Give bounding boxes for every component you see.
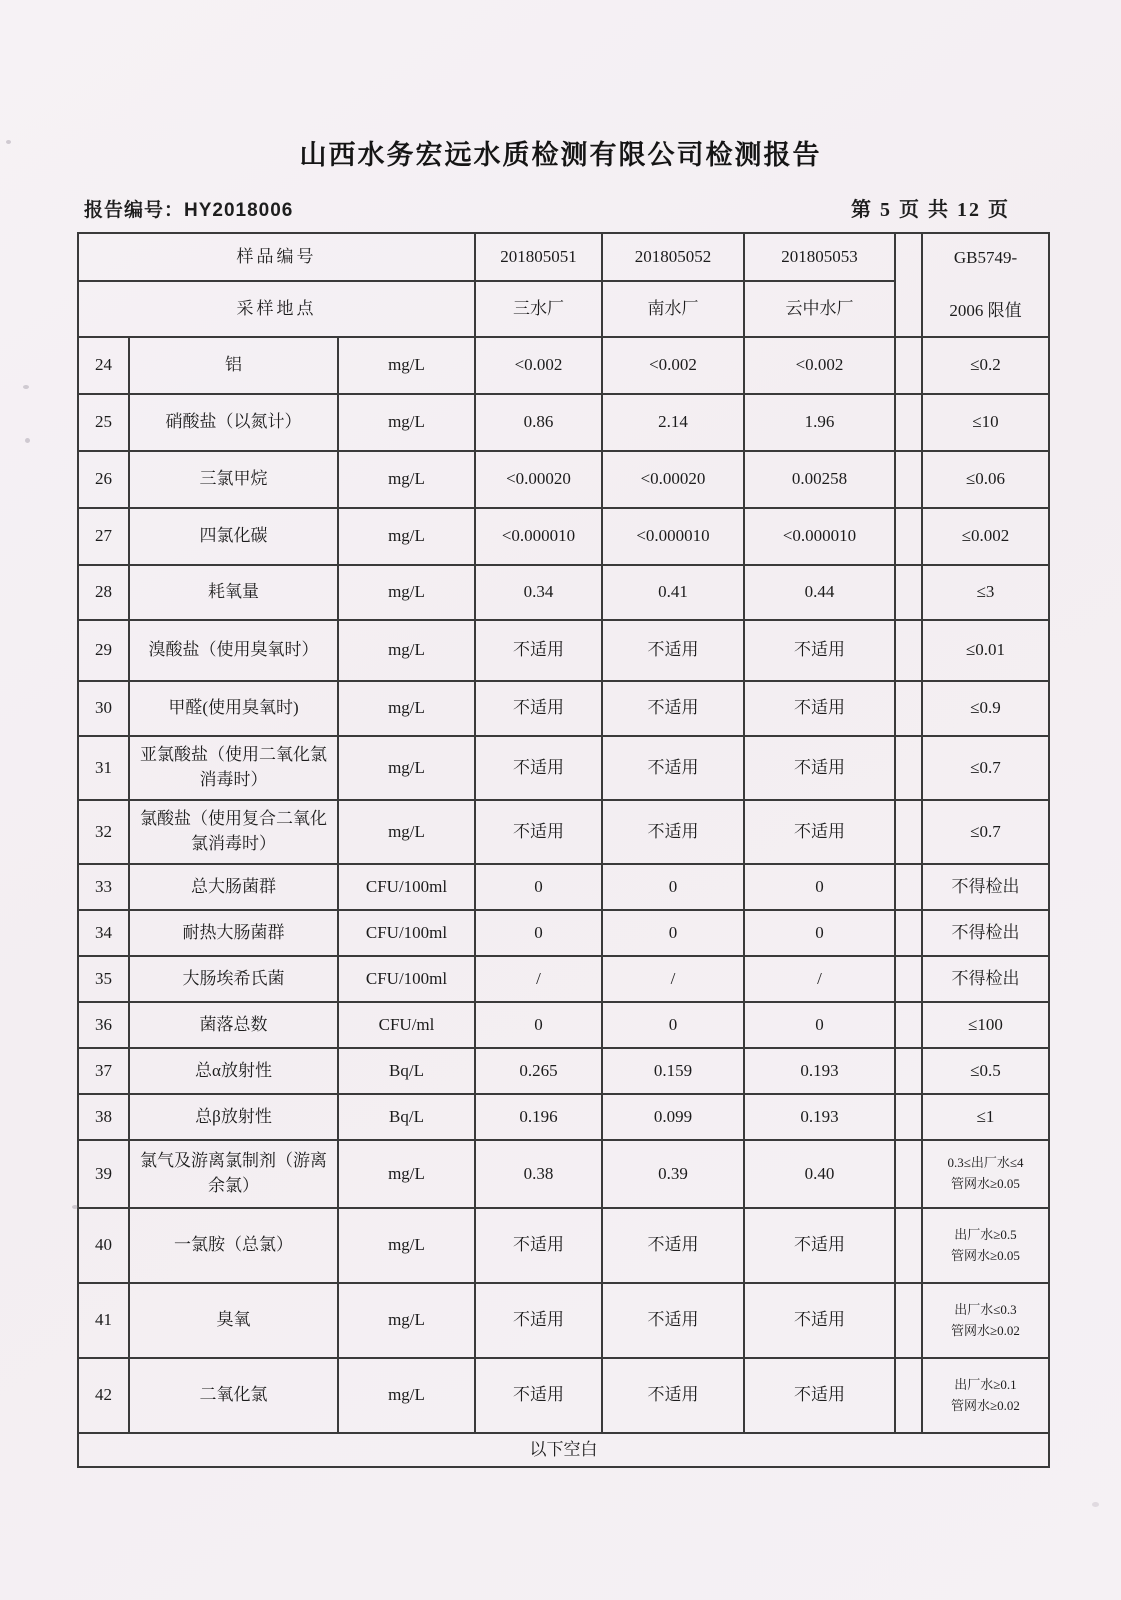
spacer-column (895, 1140, 922, 1208)
param-name: 硝酸盐（以氮计） (129, 394, 338, 451)
param-name: 铝 (129, 337, 338, 394)
row-number: 39 (78, 1140, 129, 1208)
page-indicator: 第 5 页 共 12 页 (851, 199, 1010, 221)
sample3-value: <0.002 (744, 337, 895, 394)
param-unit: CFU/100ml (338, 910, 475, 956)
spacer-column (895, 337, 922, 394)
results-table (77, 232, 1050, 1468)
scan-speck (23, 385, 29, 389)
table-row (78, 394, 1049, 451)
sample3-value: 0.40 (744, 1140, 895, 1208)
table-row (78, 565, 1049, 620)
sample1-value: 0.86 (475, 394, 602, 451)
sample1-value: 0 (475, 864, 602, 910)
header-row-sample-id (78, 233, 1049, 281)
row-number: 25 (78, 394, 129, 451)
row-number: 33 (78, 864, 129, 910)
sample3-value: 1.96 (744, 394, 895, 451)
param-name: 耗氧量 (129, 565, 338, 620)
sample3-value: 不适用 (744, 800, 895, 864)
sample1-value: 不适用 (475, 1283, 602, 1358)
param-name: 亚氯酸盐（使用二氧化氯消毒时） (129, 736, 338, 800)
spacer-column (895, 565, 922, 620)
limit-value: 出厂水≤0.3 管网水≥0.02 (922, 1283, 1049, 1358)
sample-id-1: 201805051 (475, 233, 602, 281)
param-unit: mg/L (338, 508, 475, 565)
footer-row (78, 1433, 1049, 1467)
limit-value: ≤0.06 (922, 451, 1049, 508)
location-3: 云中水厂 (744, 281, 895, 337)
param-unit: mg/L (338, 1208, 475, 1283)
limit-value: ≤3 (922, 565, 1049, 620)
sample-id-3: 201805053 (744, 233, 895, 281)
param-name: 四氯化碳 (129, 508, 338, 565)
sample3-value: 不适用 (744, 620, 895, 681)
sample1-value: / (475, 956, 602, 1002)
table-row (78, 681, 1049, 736)
table-row (78, 864, 1049, 910)
param-name: 溴酸盐（使用臭氧时） (129, 620, 338, 681)
row-number: 40 (78, 1208, 129, 1283)
sample2-value: 不适用 (602, 1358, 744, 1433)
row-number: 29 (78, 620, 129, 681)
sample1-value: 不适用 (475, 681, 602, 736)
table-row (78, 1208, 1049, 1283)
sample3-value: 不适用 (744, 1283, 895, 1358)
limit-value: ≤0.9 (922, 681, 1049, 736)
sample1-value: 0.38 (475, 1140, 602, 1208)
sample-id-label: 样品编号 (78, 233, 475, 281)
sample3-value: 0 (744, 1002, 895, 1048)
spacer-column (895, 1002, 922, 1048)
spacer-column (895, 864, 922, 910)
sample2-value: 不适用 (602, 620, 744, 681)
param-name: 总大肠菌群 (129, 864, 338, 910)
limit-header-line2: 2006 限值 (949, 301, 1022, 320)
row-number: 38 (78, 1094, 129, 1140)
table-row (78, 910, 1049, 956)
limit-value: ≤0.5 (922, 1048, 1049, 1094)
sample1-value: 0 (475, 910, 602, 956)
location-1: 三水厂 (475, 281, 602, 337)
sample1-value: 不适用 (475, 1208, 602, 1283)
param-unit: mg/L (338, 337, 475, 394)
limit-value: ≤1 (922, 1094, 1049, 1140)
param-name: 甲醛(使用臭氧时) (129, 681, 338, 736)
sample3-value: 0 (744, 910, 895, 956)
spacer-column (895, 451, 922, 508)
sample3-value: 0 (744, 864, 895, 910)
sample2-value: <0.002 (602, 337, 744, 394)
param-unit: CFU/100ml (338, 956, 475, 1002)
sample1-value: 0.34 (475, 565, 602, 620)
spacer-column (895, 1094, 922, 1140)
limit-value: 不得检出 (922, 910, 1049, 956)
location-2: 南水厂 (602, 281, 744, 337)
sample1-value: <0.000010 (475, 508, 602, 565)
limit-value: ≤0.7 (922, 800, 1049, 864)
row-number: 28 (78, 565, 129, 620)
row-number: 24 (78, 337, 129, 394)
limit-value: 不得检出 (922, 864, 1049, 910)
location-label: 采样地点 (78, 281, 475, 337)
table-row (78, 508, 1049, 565)
sample3-value: 0.193 (744, 1048, 895, 1094)
limit-header-line1: GB5749- (953, 248, 1018, 268)
sample2-value: 2.14 (602, 394, 744, 451)
scan-speck (25, 438, 30, 443)
sample3-value: <0.000010 (744, 508, 895, 565)
row-number: 34 (78, 910, 129, 956)
sample2-value: <0.00020 (602, 451, 744, 508)
table-row (78, 736, 1049, 800)
param-name: 氯气及游离氯制剂（游离余氯） (129, 1140, 338, 1208)
row-number: 35 (78, 956, 129, 1002)
table-row (78, 337, 1049, 394)
param-unit: mg/L (338, 800, 475, 864)
param-unit: mg/L (338, 565, 475, 620)
sample2-value: 0.41 (602, 565, 744, 620)
row-number: 42 (78, 1358, 129, 1433)
param-name: 二氧化氯 (129, 1358, 338, 1433)
spacer-column (895, 910, 922, 956)
param-name: 臭氧 (129, 1283, 338, 1358)
limit-value: 出厂水≥0.5 管网水≥0.05 (922, 1208, 1049, 1283)
spacer-column (895, 394, 922, 451)
param-unit: mg/L (338, 736, 475, 800)
param-unit: Bq/L (338, 1094, 475, 1140)
spacer-column (895, 1208, 922, 1283)
table-row (78, 956, 1049, 1002)
table-row (78, 620, 1049, 681)
sample2-value: 0 (602, 1002, 744, 1048)
scan-speck (1092, 1502, 1099, 1507)
sample1-value: <0.00020 (475, 451, 602, 508)
sample2-value: 0.159 (602, 1048, 744, 1094)
row-number: 27 (78, 508, 129, 565)
limit-value: ≤100 (922, 1002, 1049, 1048)
report-meta (84, 193, 1010, 222)
param-name: 总β放射性 (129, 1094, 338, 1140)
sample2-value: 不适用 (602, 1208, 744, 1283)
sample1-value: 不适用 (475, 736, 602, 800)
row-number: 26 (78, 451, 129, 508)
param-name: 总α放射性 (129, 1048, 338, 1094)
table-row (78, 1048, 1049, 1094)
param-unit: CFU/ml (338, 1002, 475, 1048)
sample2-value: / (602, 956, 744, 1002)
spacer-column (895, 956, 922, 1002)
limit-value: ≤0.002 (922, 508, 1049, 565)
param-name: 大肠埃希氏菌 (129, 956, 338, 1002)
spacer-column (895, 1283, 922, 1358)
sample3-value: 0.193 (744, 1094, 895, 1140)
sample1-value: 0.265 (475, 1048, 602, 1094)
spacer-column (895, 508, 922, 565)
limit-value: ≤0.01 (922, 620, 1049, 681)
param-unit: mg/L (338, 394, 475, 451)
param-unit: CFU/100ml (338, 864, 475, 910)
table-row (78, 1140, 1049, 1208)
param-unit: mg/L (338, 620, 475, 681)
sample2-value: 0.39 (602, 1140, 744, 1208)
sample2-value: 不适用 (602, 800, 744, 864)
sample1-value: 0 (475, 1002, 602, 1048)
sample3-value: 不适用 (744, 681, 895, 736)
spacer-column (895, 233, 922, 337)
param-name: 菌落总数 (129, 1002, 338, 1048)
table-row (78, 1002, 1049, 1048)
sample1-value: 不适用 (475, 1358, 602, 1433)
sample1-value: 不适用 (475, 620, 602, 681)
spacer-column (895, 681, 922, 736)
report-number: 报告编号：HY2018006 (84, 200, 294, 221)
table-row (78, 800, 1049, 864)
sample-id-2: 201805052 (602, 233, 744, 281)
sample2-value: <0.000010 (602, 508, 744, 565)
sample3-value: 不适用 (744, 1208, 895, 1283)
param-name: 氯酸盐（使用复合二氧化氯消毒时） (129, 800, 338, 864)
limit-value: ≤10 (922, 394, 1049, 451)
param-unit: Bq/L (338, 1048, 475, 1094)
table-row (78, 1283, 1049, 1358)
sample1-value: 0.196 (475, 1094, 602, 1140)
limit-column-header (922, 233, 1049, 337)
sample3-value: 不适用 (744, 736, 895, 800)
param-unit: mg/L (338, 1358, 475, 1433)
sample2-value: 0.099 (602, 1094, 744, 1140)
sample3-value: 不适用 (744, 1358, 895, 1433)
param-name: 耐热大肠菌群 (129, 910, 338, 956)
scan-speck (6, 140, 11, 144)
param-name: 三氯甲烷 (129, 451, 338, 508)
sample1-value: <0.002 (475, 337, 602, 394)
row-number: 36 (78, 1002, 129, 1048)
blank-below-note: 以下空白 (78, 1433, 1049, 1467)
sample2-value: 不适用 (602, 1283, 744, 1358)
row-number: 37 (78, 1048, 129, 1094)
limit-value: 0.3≤出厂水≤4 管网水≥0.05 (922, 1140, 1049, 1208)
limit-value: 出厂水≥0.1 管网水≥0.02 (922, 1358, 1049, 1433)
spacer-column (895, 800, 922, 864)
sample2-value: 0 (602, 910, 744, 956)
limit-value: ≤0.7 (922, 736, 1049, 800)
param-unit: mg/L (338, 681, 475, 736)
spacer-column (895, 620, 922, 681)
row-number: 30 (78, 681, 129, 736)
limit-value: ≤0.2 (922, 337, 1049, 394)
table-row (78, 1358, 1049, 1433)
sample1-value: 不适用 (475, 800, 602, 864)
param-name: 一氯胺（总氯） (129, 1208, 338, 1283)
row-number: 32 (78, 800, 129, 864)
sample3-value: / (744, 956, 895, 1002)
sample2-value: 不适用 (602, 736, 744, 800)
row-number: 31 (78, 736, 129, 800)
param-unit: mg/L (338, 451, 475, 508)
table-row (78, 1094, 1049, 1140)
sample3-value: 0.44 (744, 565, 895, 620)
limit-value: 不得检出 (922, 956, 1049, 1002)
sample2-value: 不适用 (602, 681, 744, 736)
param-unit: mg/L (338, 1140, 475, 1208)
spacer-column (895, 736, 922, 800)
spacer-column (895, 1358, 922, 1433)
param-unit: mg/L (338, 1283, 475, 1358)
row-number: 41 (78, 1283, 129, 1358)
report-title: 山西水务宏远水质检测有限公司检测报告 (299, 140, 822, 170)
sample2-value: 0 (602, 864, 744, 910)
spacer-column (895, 1048, 922, 1094)
sample3-value: 0.00258 (744, 451, 895, 508)
scan-speck (72, 1205, 78, 1209)
table-row (78, 451, 1049, 508)
